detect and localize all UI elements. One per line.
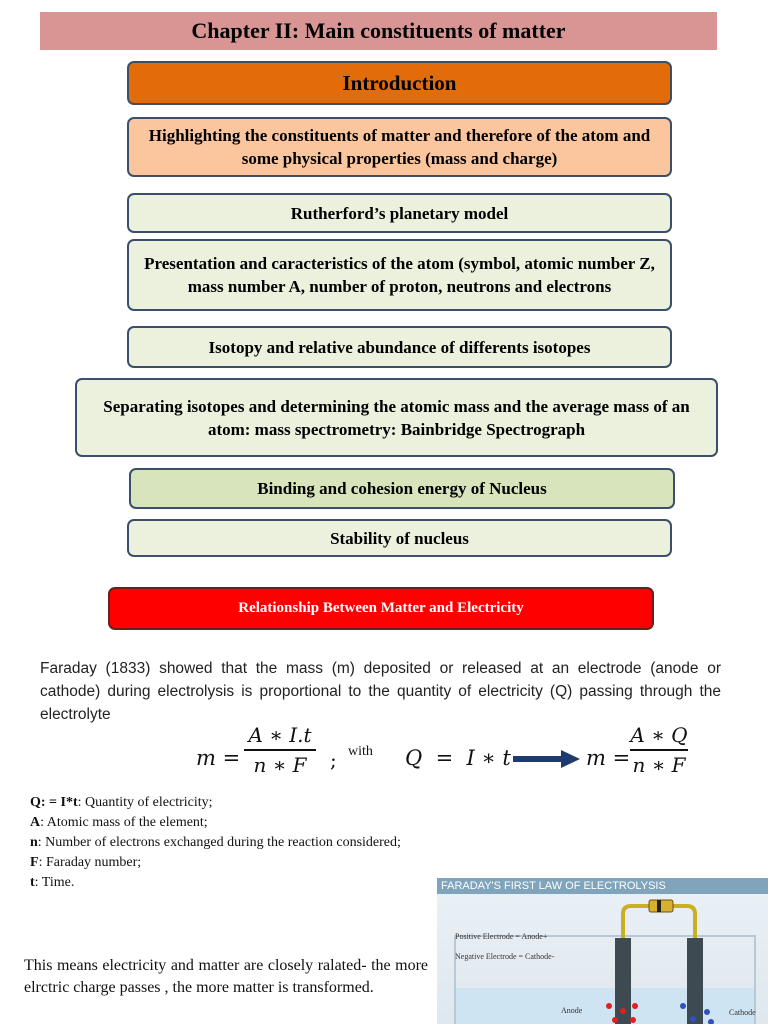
- ion-negative: [680, 1003, 686, 1009]
- arrow-icon: [513, 750, 580, 768]
- cathode-electrode: [687, 938, 703, 1024]
- formula-denominator-2: n ∗ F: [632, 752, 686, 777]
- definition-desc: : Time.: [34, 875, 75, 890]
- chapter-title-banner: [40, 12, 717, 50]
- outline-introduction-label: Introduction: [342, 70, 457, 95]
- section-title: Relationship Between Matter and Electricity: [238, 600, 524, 616]
- outline-item-label: Presentation and caracteristics of the atom (symbol, atomic number Z, mass number A, number of proton, neutrons and electrons: [144, 254, 655, 296]
- formula-q: Q = I ∗ t: [405, 746, 511, 770]
- outline-item-stability: [127, 519, 672, 557]
- formula-lhs-2: m =: [586, 746, 631, 770]
- electrolysis-figure: [437, 878, 768, 1024]
- outline-item-rutherford: [127, 193, 672, 233]
- fraction-line: [244, 749, 316, 751]
- outline-item-label: Rutherford’s planetary model: [290, 203, 509, 223]
- formula-lhs: m =: [196, 746, 241, 770]
- formula-numerator-2: A ∗ Q: [630, 723, 688, 747]
- formula-numerator-1: A ∗ I.t: [248, 723, 312, 747]
- definition-desc: : Number of electrons exchanged during the reaction considered;: [37, 835, 401, 850]
- electrolyte: [456, 988, 754, 1024]
- chapter-title: Chapter II: Main constituents of matter: [191, 18, 566, 43]
- conclusion-paragraph: This means electricity and matter are closely ralated- the more elrctric charge passes , the more matter is transformed.: [24, 957, 428, 996]
- anode-label: Anode: [561, 1006, 583, 1015]
- electrolysis-diagram: [437, 878, 768, 1024]
- definition-item: [30, 813, 530, 833]
- definition-term: Q: = I*t: [30, 795, 78, 810]
- formula-denominator-1: n ∗ F: [253, 752, 307, 777]
- ion-positive: [632, 1003, 638, 1009]
- outline-item-binding-energy: [129, 468, 675, 509]
- definition-item: [30, 833, 530, 853]
- section-title-box: [108, 587, 654, 630]
- cathode-label: Cathode: [729, 1008, 756, 1017]
- definition-desc: : Quantity of electricity;: [77, 795, 213, 810]
- faraday-paragraph: Faraday (1833) showed that the mass (m) deposited or released at an electrode (anode or cathode) during electrolysis is proportional to the quantity of electricity (Q) passing through the electrolyte: [40, 660, 721, 723]
- figure-title: FARADAY'S FIRST LAW OF ELECTROLYSIS: [437, 878, 768, 894]
- formula-with: with: [348, 744, 373, 759]
- definition-term: A: [30, 815, 41, 830]
- ion-positive: [620, 1008, 626, 1014]
- outline-item-label: Separating isotopes and determining the atomic mass and the average mass of an atom: mass spectrometry: Bainbridge Spectrograph: [103, 396, 690, 439]
- ion-negative: [704, 1009, 710, 1015]
- outline-introduction: [127, 61, 672, 105]
- outline-item-label: Isotopy and relative abundance of differents isotopes: [208, 337, 591, 357]
- ion-negative: [690, 1016, 696, 1022]
- outline-highlight-label: Highlighting the constituents of matter and therefore of the atom and some physical properties (mass and charge): [148, 126, 651, 168]
- outline-item-label: Stability of nucleus: [330, 528, 469, 548]
- outline-item-atom-characteristics: [127, 239, 672, 311]
- ion-positive: [612, 1017, 618, 1023]
- outline-item-isotopy: [127, 326, 672, 368]
- fraction-line: [630, 749, 688, 751]
- definition-item: [30, 853, 530, 873]
- outline-highlight: [127, 117, 672, 177]
- formula-fraction-1: [244, 723, 316, 777]
- outline-item-mass-spectrometry: [75, 378, 718, 457]
- definition-term: n: [30, 835, 38, 850]
- definition-term: t: [30, 875, 35, 890]
- outline-item-label: Binding and cohesion energy of Nucleus: [257, 479, 547, 498]
- faraday-formula: [0, 720, 768, 792]
- positive-electrode-label: Positive Electrode = Anode+: [455, 932, 548, 941]
- ion-positive: [630, 1017, 636, 1023]
- definition-desc: : Faraday number;: [38, 855, 142, 870]
- definition-item: [30, 793, 530, 813]
- ion-positive: [606, 1003, 612, 1009]
- formula-separator: ;: [330, 748, 337, 772]
- definition-desc: : Atomic mass of the element;: [40, 815, 208, 830]
- definition-term: F: [30, 855, 39, 870]
- negative-electrode-label: Negative Electrode = Cathode-: [455, 952, 555, 961]
- formula-fraction-2: [630, 723, 688, 777]
